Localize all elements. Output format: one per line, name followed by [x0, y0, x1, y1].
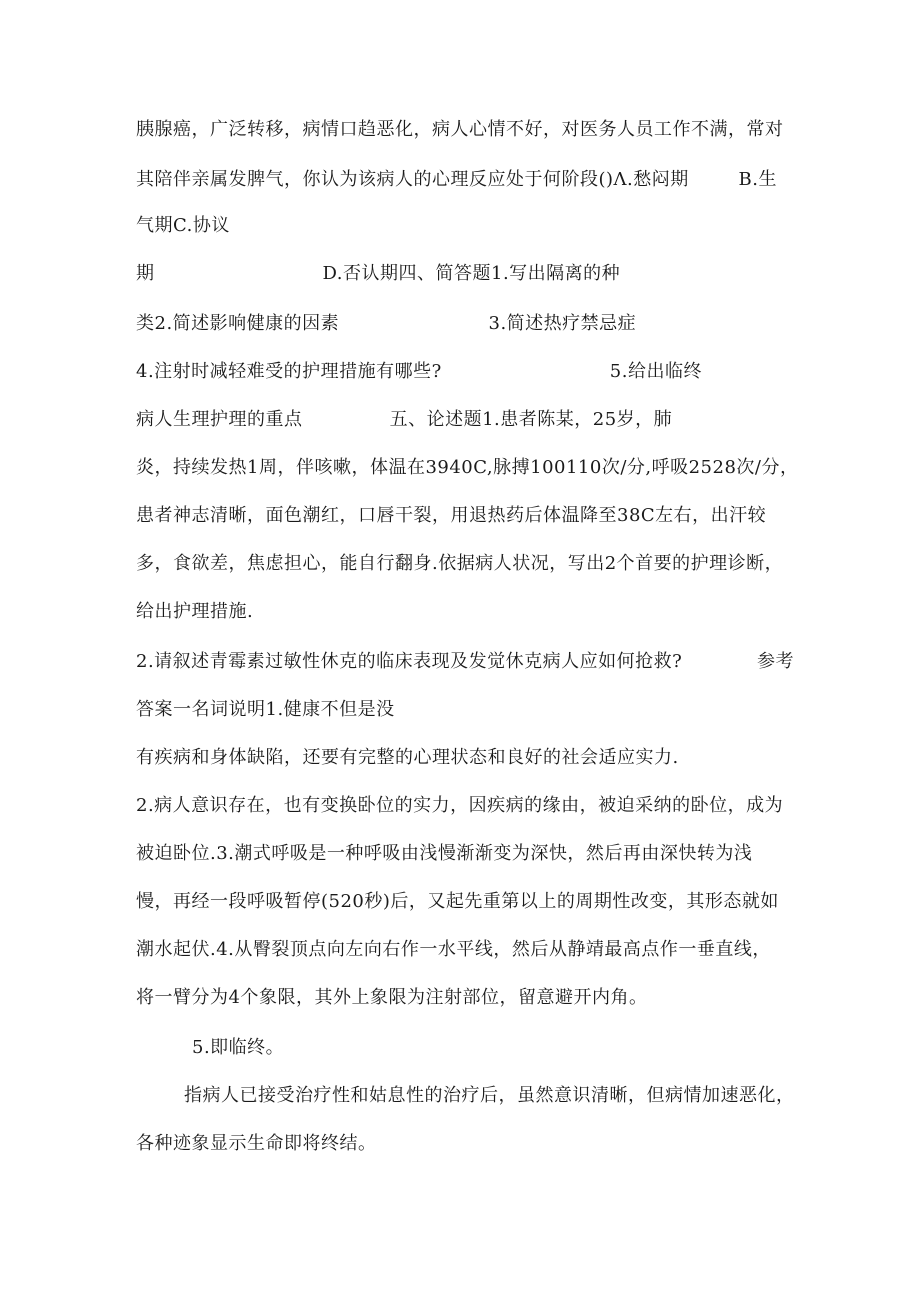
text-line: 患者神志清晰，面色潮红，口唇干裂，用退热药后体温降至38C左右，出汗较 [136, 505, 767, 526]
text-line: 5.即临终。 [192, 1037, 285, 1058]
text-line: 答案一名词说明1.健康不但是没 [136, 699, 395, 720]
text-line: 多，食欲差，焦虑担心，能自行翻身.依据病人状况，写出2个首要的护理诊断， [136, 553, 784, 574]
text-line: 指病人已接受治疗性和姑息性的治疗后，虽然意识清晰，但病情加速恶化， [184, 1085, 795, 1106]
text-line: 炎，持续发热1周，伴咳嗽，体温在3940C,脉搏100110次/分,呼吸2528次/分， [136, 457, 799, 478]
text-line: 期 D.否认期四、简答题1.写出隔离的种 [136, 263, 621, 284]
text-line: 将一臂分为4个象限，其外上象限为注射部位，留意避开内角。 [136, 987, 648, 1008]
text-line: 类2.简述影响健康的因素 3.简述热疗禁忌症 [136, 313, 637, 334]
text-line: 4.注射时减轻难受的护理措施有哪些? 5.给出临终 [136, 361, 702, 382]
text-line: 有疾病和身体缺陷，还要有完整的心理状态和良好的社会适应实力. [136, 747, 679, 768]
text-line: 病人生理护理的重点 五、论述题1.患者陈某，25岁，肺 [136, 409, 673, 430]
text-line: 气期C.协议 [136, 215, 230, 236]
text-line: 2.请叙述青霉素过敏性休克的临床表现及发觉休克病人应如何抢救? 参考 [136, 651, 794, 672]
text-line: 2.病人意识存在，也有变换卧位的实力，因疾病的缘由，被迫采纳的卧位，成为 [136, 795, 784, 816]
text-line: 其陪伴亲属发脾气，你认为该病人的心理反应处于何阶段()Λ.愁闷期 B.生 [136, 169, 777, 190]
text-line: 被迫卧位.3.潮式呼吸是一种呼吸由浅慢渐渐变为深快，然后再由深快转为浅 [136, 843, 753, 864]
text-line: 胰腺癌，广泛转移，病情口趋恶化，病人心情不好，对医务人员工作不满，常对 [136, 119, 784, 140]
text-line: 给出护理措施. [136, 601, 254, 622]
text-line: 各种迹象显示生命即将终结。 [136, 1133, 377, 1154]
text-line: 潮水起伏.4.从臀裂顶点向左向右作一水平线，然后从静靖最高点作一垂直线， [136, 939, 771, 960]
text-line: 慢，再经一段呼吸暂停(520秒)后，又起先重第以上的周期性改变，其形态就如 [136, 891, 779, 912]
